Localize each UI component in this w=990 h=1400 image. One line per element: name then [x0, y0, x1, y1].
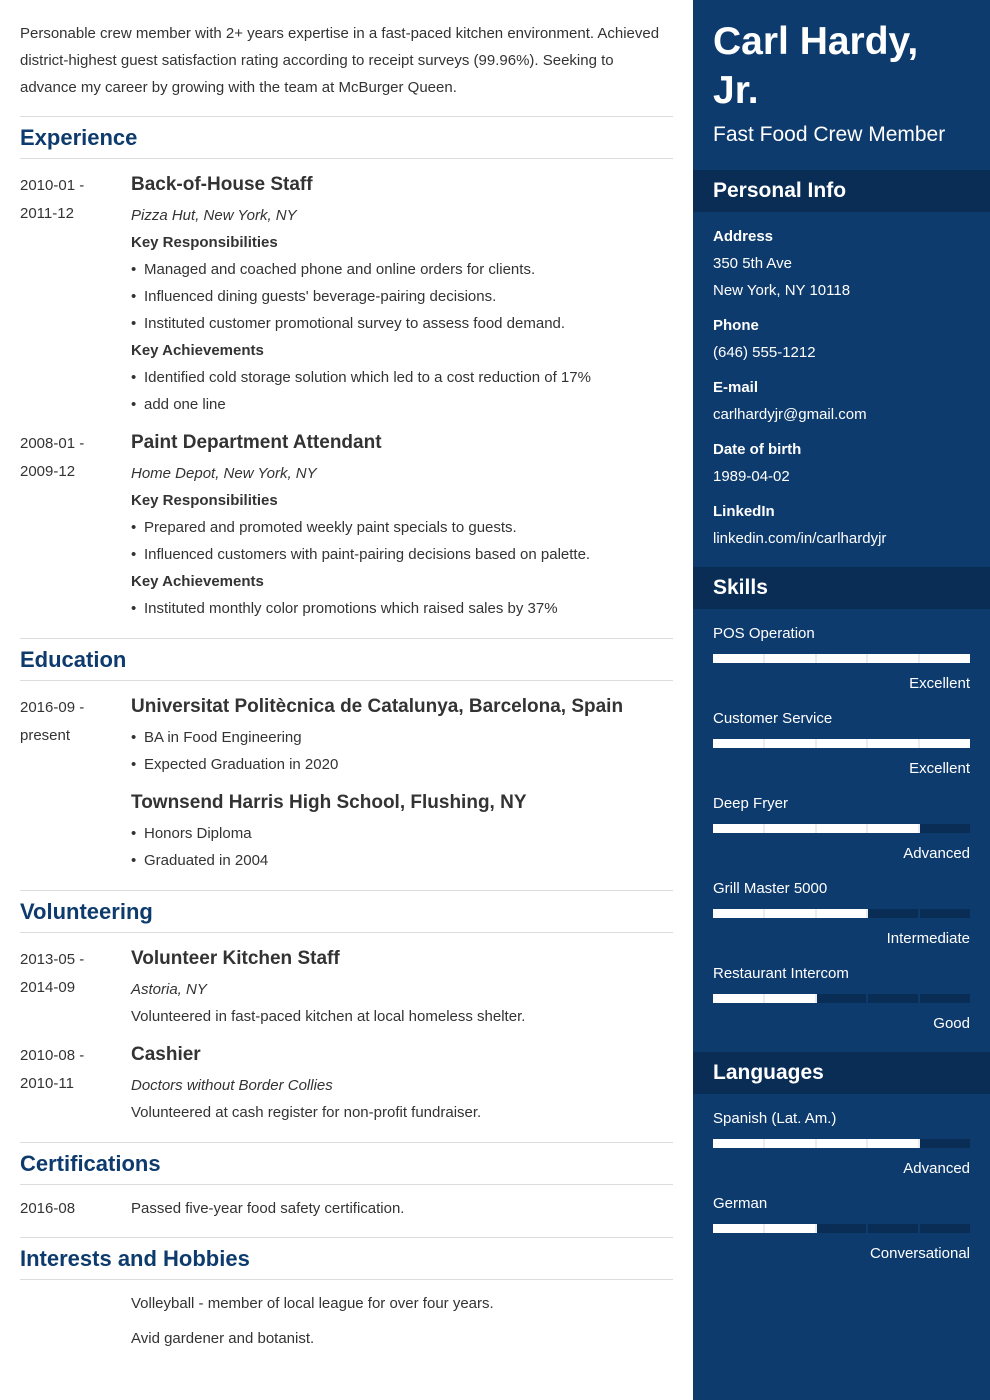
skill-rating-bar — [713, 824, 970, 833]
rating-segment — [713, 1139, 765, 1148]
skill-level: Excellent — [909, 760, 970, 777]
rating-segment — [868, 909, 920, 918]
date-start: 2010-01 - — [20, 177, 85, 194]
company: Home Depot, New York, NY — [131, 465, 317, 482]
skill-rating-bar — [713, 654, 970, 663]
rating-segment — [868, 994, 920, 1003]
rating-segment — [765, 739, 817, 748]
rating-segment — [920, 1139, 970, 1148]
rating-segment — [868, 739, 920, 748]
skill-level: Excellent — [909, 675, 970, 692]
name-line: Carl Hardy, — [713, 20, 919, 63]
date-end: 2014-09 — [20, 979, 76, 996]
volunteer-title: Cashier — [131, 1044, 201, 1065]
address-label: Address — [713, 228, 774, 245]
personal-info-heading-text: Personal Info — [713, 179, 847, 202]
rating-segment — [868, 1139, 920, 1148]
cert-description: Passed five-year food safety certification. — [131, 1200, 405, 1217]
language-rating-bar — [713, 1139, 970, 1148]
sidebar — [693, 0, 990, 1400]
skill-rating-bar — [713, 909, 970, 918]
achievements-label: Key Achievements — [131, 342, 264, 359]
skills-heading-text: Skills — [713, 576, 768, 599]
list-item: • Influenced customers with paint-pairing decisions based on palette. — [131, 541, 673, 568]
dob-label: Date of birth — [713, 441, 802, 458]
rating-segment — [817, 909, 869, 918]
school-name: Townsend Harris High School, Flushing, NY — [131, 792, 527, 813]
list-item: • Managed and coached phone and online orders for clients. — [131, 256, 673, 283]
certifications-heading — [20, 1142, 673, 1185]
skill-rating-bar — [713, 994, 970, 1003]
interest-item: Volleyball - member of local league for over four years. — [131, 1295, 494, 1312]
entry-body — [131, 1195, 673, 1223]
entry-body — [131, 430, 673, 622]
entry-body — [131, 946, 673, 1030]
interest-item: Avid gardener and botanist. — [131, 1330, 315, 1347]
skill-level: Good — [933, 1015, 970, 1032]
date-end: 2009-12 — [20, 463, 76, 480]
job-title: Paint Department Attendant — [131, 432, 382, 453]
responsibilities-label: Key Responsibilities — [131, 492, 278, 509]
entry-body — [131, 790, 673, 874]
skill-level: Intermediate — [886, 930, 970, 947]
education-heading-text: Education — [20, 647, 127, 672]
volunteer-title: Volunteer Kitchen Staff — [131, 948, 340, 969]
languages-heading-text: Languages — [713, 1061, 824, 1084]
date-start: 2008-01 - — [20, 435, 85, 452]
rating-segment — [713, 824, 765, 833]
rating-segment — [920, 739, 970, 748]
rating-segment — [817, 1224, 869, 1233]
rating-segment — [920, 1224, 970, 1233]
skill-name: Restaurant Intercom — [713, 965, 849, 982]
language-rating-bar — [713, 1224, 970, 1233]
rating-segment — [817, 994, 869, 1003]
skill-rating-bar — [713, 739, 970, 748]
rating-segment — [713, 909, 765, 918]
date-start: 2016-09 - — [20, 699, 85, 716]
rating-segment — [817, 1139, 869, 1148]
language-name: Spanish (Lat. Am.) — [713, 1110, 837, 1127]
school-name: Universitat Politècnica de Catalunya, Barcelona, Spain — [131, 696, 624, 717]
language-name: German — [713, 1195, 768, 1212]
language-level: Advanced — [903, 1160, 970, 1177]
rating-segment — [868, 1224, 920, 1233]
phone-label: Phone — [713, 317, 759, 334]
email-label: E-mail — [713, 379, 759, 396]
job-title: Back-of-House Staff — [131, 174, 313, 195]
rating-segment — [868, 654, 920, 663]
entry-date — [20, 946, 120, 1002]
cert-date: 2016-08 — [20, 1200, 76, 1217]
rating-segment — [765, 1139, 817, 1148]
rating-segment — [920, 909, 970, 918]
rating-segment — [920, 994, 970, 1003]
entry-body — [131, 172, 673, 418]
volunteer-place: Doctors without Border Collies — [131, 1077, 333, 1094]
rating-segment — [765, 994, 817, 1003]
interests-heading — [20, 1237, 673, 1280]
rating-segment — [868, 824, 920, 833]
personal-info-heading — [693, 170, 990, 212]
address-line: 350 5th Ave — [713, 255, 792, 272]
skills-heading — [693, 567, 990, 609]
list-item: • Instituted monthly color promotions which raised sales by 37% — [131, 595, 673, 622]
email-value: carlhardyjr@gmail.com — [713, 406, 867, 423]
linkedin-value: linkedin.com/in/carlhardyjr — [713, 530, 887, 547]
volunteer-description: Volunteered in fast-paced kitchen at local homeless shelter. — [131, 1008, 526, 1025]
rating-segment — [765, 654, 817, 663]
phone-value: (646) 555-1212 — [713, 344, 816, 361]
skill-name: POS Operation — [713, 625, 815, 642]
list-item: • Graduated in 2004 — [131, 847, 673, 874]
experience-heading-text: Experience — [20, 125, 138, 150]
entry-body — [131, 1042, 673, 1126]
achievements-label: Key Achievements — [131, 573, 264, 590]
rating-segment — [920, 824, 970, 833]
profile-summary: Personable crew member with 2+ years expertise in a fast-paced kitchen environment. Achieved district-highest guest satisfaction rating according to receipt surveys (99.96%). Seeking to advance my career by growing with the team at McBurger Queen. — [20, 25, 660, 96]
entry-date — [20, 1042, 120, 1098]
entry-date — [20, 430, 120, 486]
job-role: Fast Food Crew Member — [713, 123, 946, 146]
list-item: • Honors Diploma — [131, 820, 673, 847]
date-start: 2010-08 - — [20, 1047, 85, 1064]
rating-segment — [713, 654, 765, 663]
language-level: Conversational — [869, 1245, 970, 1262]
languages-heading — [693, 1052, 990, 1094]
rating-segment — [713, 1224, 765, 1233]
dob-value: 1989-04-02 — [713, 468, 790, 485]
rating-segment — [817, 739, 869, 748]
rating-segment — [713, 739, 765, 748]
skill-name: Grill Master 5000 — [713, 880, 828, 897]
rating-segment — [765, 909, 817, 918]
rating-segment — [765, 1224, 817, 1233]
linkedin-label: LinkedIn — [713, 503, 775, 520]
list-item: • BA in Food Engineering — [131, 724, 673, 751]
certifications-heading-text: Certifications — [20, 1151, 161, 1176]
date-start: 2013-05 - — [20, 951, 85, 968]
date-end: present — [20, 727, 71, 744]
skill-name: Deep Fryer — [713, 795, 789, 812]
list-item: • add one line — [131, 391, 673, 418]
rating-segment — [920, 654, 970, 663]
entry-date — [20, 172, 120, 228]
skill-level: Advanced — [903, 845, 970, 862]
list-item: • Influenced dining guests' beverage-pairing decisions. — [131, 283, 673, 310]
entry-body — [131, 694, 673, 778]
rating-segment — [713, 994, 765, 1003]
address-line: New York, NY 10118 — [713, 282, 851, 299]
entry-date — [20, 694, 120, 750]
volunteering-heading — [20, 890, 673, 933]
list-item: • Identified cold storage solution which led to a cost reduction of 17% — [131, 364, 673, 391]
rating-segment — [817, 824, 869, 833]
volunteer-description: Volunteered at cash register for non-profit fundraiser. — [131, 1104, 482, 1121]
responsibilities-label: Key Responsibilities — [131, 234, 278, 251]
volunteer-place: Astoria, NY — [131, 981, 207, 998]
date-end: 2010-11 — [20, 1075, 74, 1092]
interests-heading-text: Interests and Hobbies — [20, 1246, 250, 1271]
skill-name: Customer Service — [713, 710, 833, 727]
name-line: Jr. — [713, 69, 759, 112]
list-item: • Expected Graduation in 2020 — [131, 751, 673, 778]
education-heading — [20, 638, 673, 681]
list-item: • Instituted customer promotional survey to assess food demand. — [131, 310, 673, 337]
volunteering-heading-text: Volunteering — [20, 899, 153, 924]
date-end: 2011-12 — [20, 205, 74, 222]
rating-segment — [765, 824, 817, 833]
rating-segment — [817, 654, 869, 663]
entry-body — [131, 1290, 673, 1352]
company: Pizza Hut, New York, NY — [131, 207, 297, 224]
experience-heading — [20, 116, 673, 159]
candidate-name — [713, 17, 983, 115]
list-item: • Prepared and promoted weekly paint specials to guests. — [131, 514, 673, 541]
